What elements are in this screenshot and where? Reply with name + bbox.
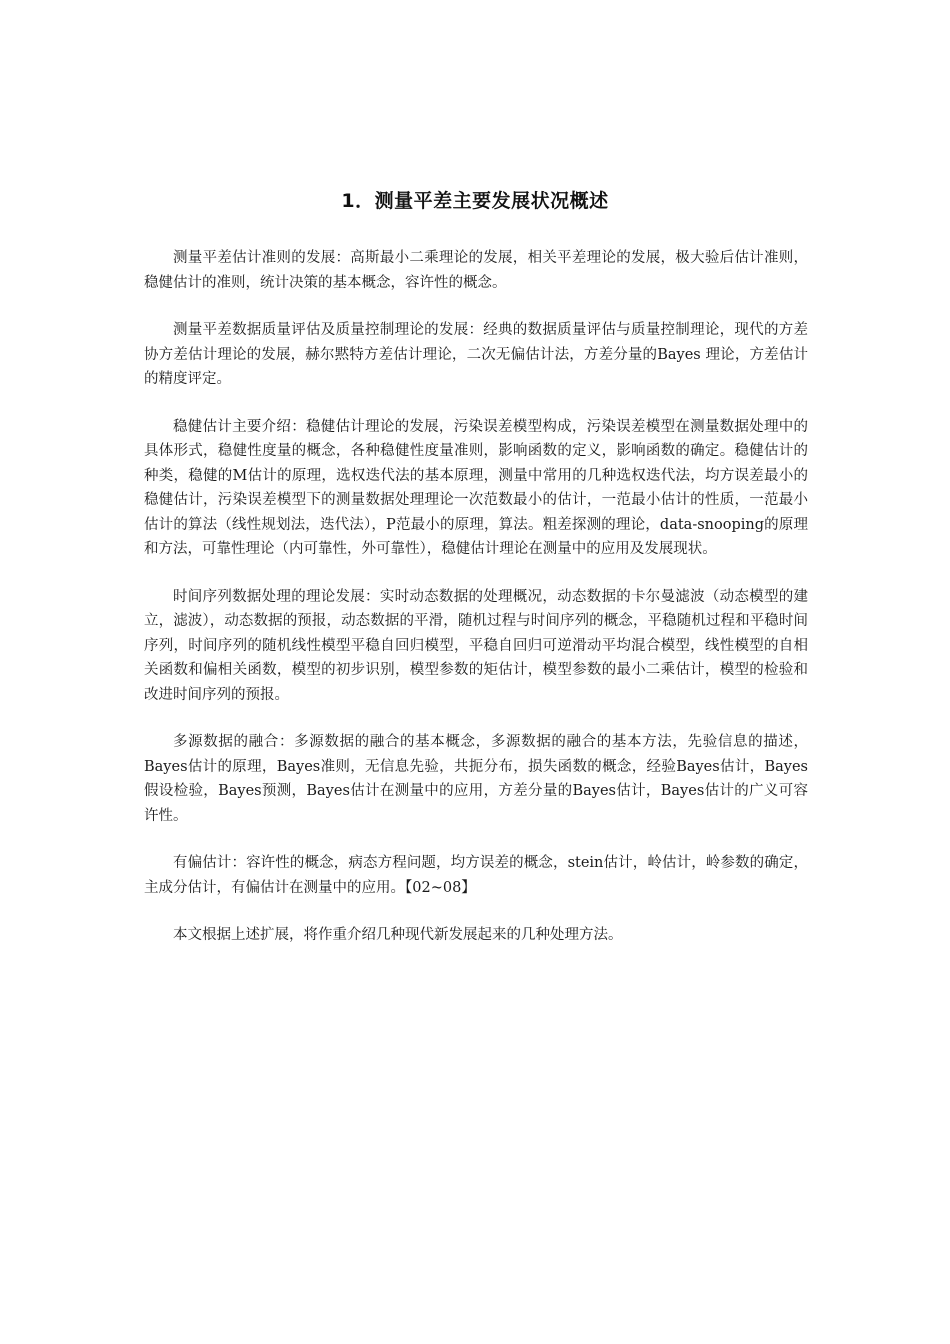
paragraph-estimation-criteria: 测量平差估计准则的发展：高斯最小二乘理论的发展，相关平差理论的发展，极大验后估计准则，稳健估计的准则，统计决策的基本概念，容许性的概念。 [144, 250, 808, 291]
paragraph-data-fusion: 多源数据的融合：多源数据的融合的基本概念，多源数据的融合的基本方法，先验信息的描述，Bayes估计的原理，Bayes准则，无信息先验，共扼分布，损失函数的概念，经验Bayes估计，Bayes假设检验，Bayes预测，Bayes估计在测量中的应用，方差分量的Bayes估计，Bayes估计的广义可容许性。 [144, 734, 808, 824]
paragraph-biased-estimation: 有偏估计：容许性的概念，病态方程问题，均方误差的概念，stein估计，岭估计，岭参数的确定，主成分估计，有偏估计在测量中的应用。【02~08】 [144, 855, 808, 896]
paragraph-conclusion: 本文根据上述扩展，将作重介绍几种现代新发展起来的几种处理方法。 [173, 927, 623, 943]
paragraph-data-quality: 测量平差数据质量评估及质量控制理论的发展：经典的数据质量评估与质量控制理论，现代的方差协方差估计理论的发展，赫尔黙特方差估计理论，二次无偏估计法，方差分量的Bayes 理论，方差估计的精度评定。 [144, 322, 808, 387]
paragraph-time-series: 时间序列数据处理的理论发展：实时动态数据的处理概况，动态数据的卡尔曼滤波（动态模型的建立，滤波），动态数据的预报，动态数据的平滑，随机过程与时间序列的概念，平稳随机过程和平稳时间序列，时间序列的随机线性模型平稳自回归模型，平稳自回归可逆滑动平均混合模型，线性模型的自相关函数和偏相关函数，模型的初步识别，模型参数的矩估计，模型参数的最小二乘估计，模型的检验和改进时间序列的预报。 [144, 588, 808, 703]
document-body [144, 246, 808, 948]
section-title: 1．测量平差主要发展状况概述 [341, 190, 609, 212]
paragraph-robust-estimation: 稳健估计主要介绍：稳健估计理论的发展，污染误差模型构成，污染误差模型在测量数据处理中的具体形式，稳健性度量的概念，各种稳健性度量准则，影响函数的定义，影响函数的确定。稳健估计的种类，稳健的M估计的原理，选权迭代法的基本原理，测量中常用的几种选权迭代法，均方误差最小的稳健估计，污染误差模型下的测量数据处理理论一次范数最小的估计，一范最小估计的性质，一范最小估计的算法（线性规划法，迭代法），P范最小的原理，算法。粗差探测的理论，data-snooping的原理和方法，可靠性理论（内可靠性，外可靠性），稳健估计理论在测量中的应用及发展现状。 [144, 418, 808, 557]
